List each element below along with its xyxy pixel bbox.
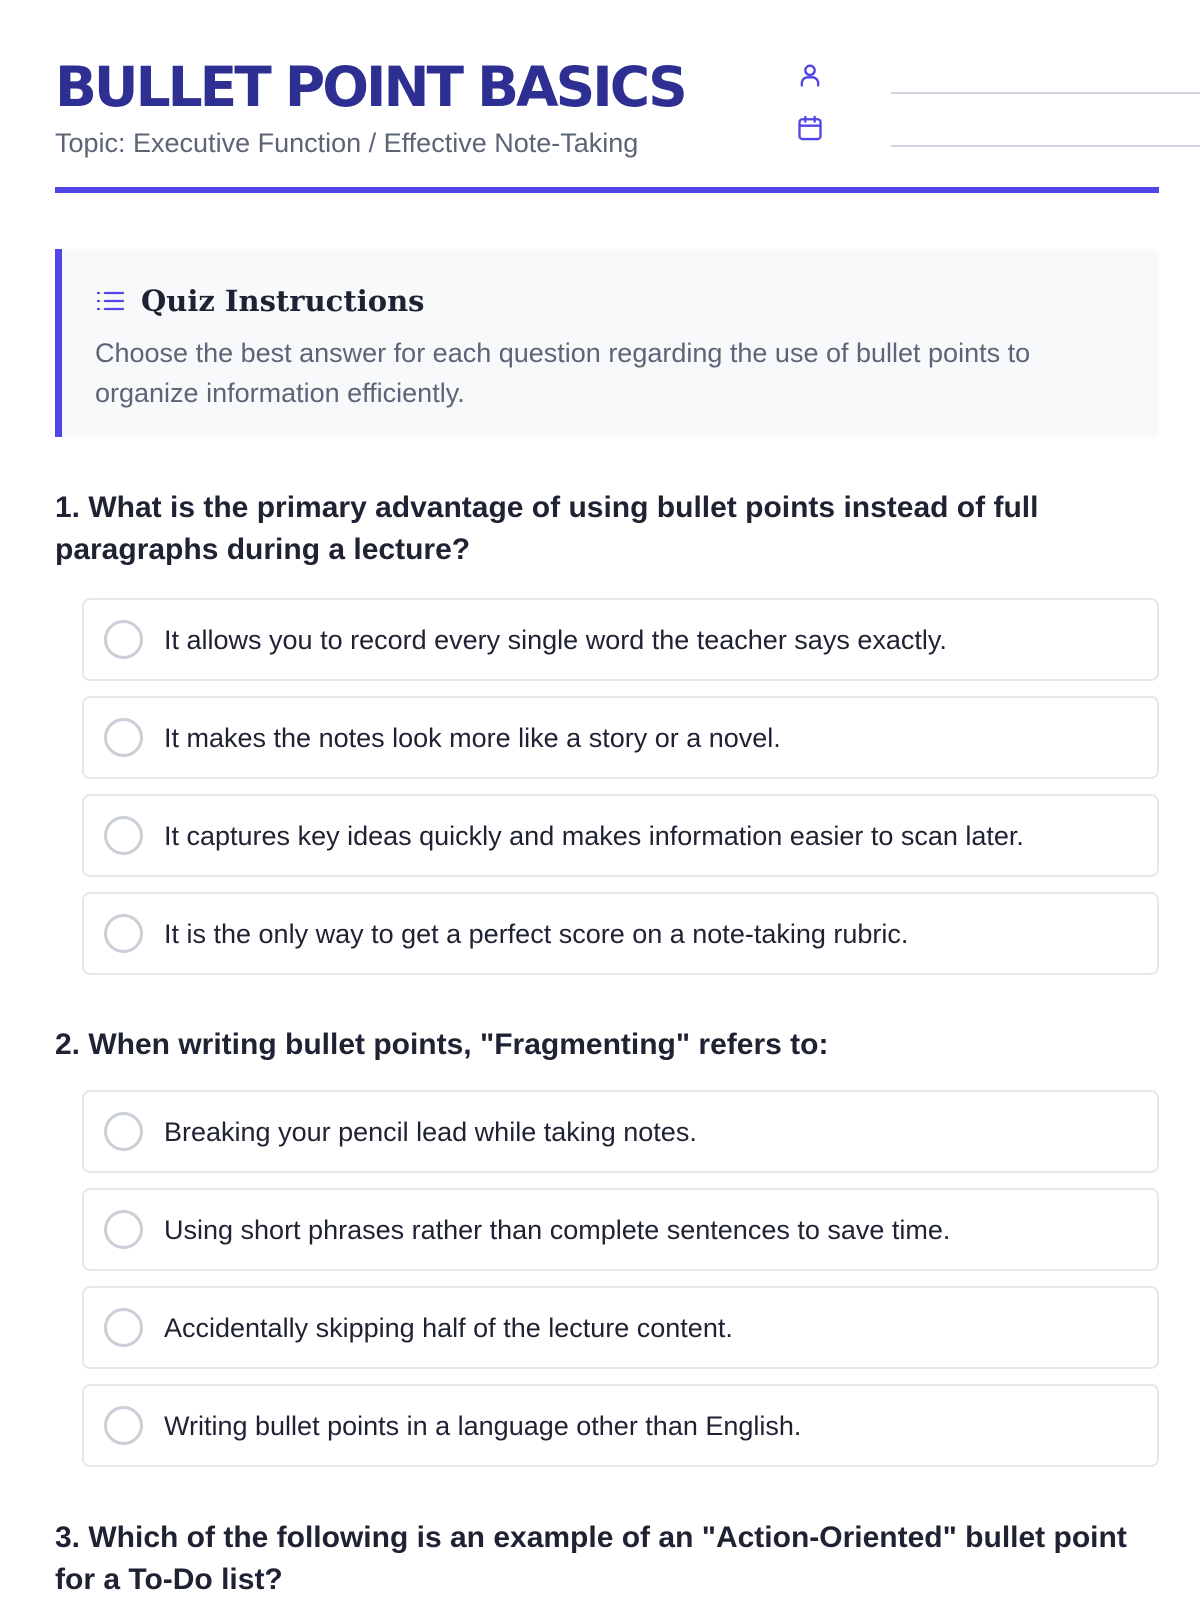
answer-option[interactable] xyxy=(82,1384,1159,1467)
user-icon xyxy=(796,61,824,89)
answer-option[interactable] xyxy=(82,1188,1159,1271)
list-icon xyxy=(95,287,125,315)
answer-option[interactable] xyxy=(82,1286,1159,1369)
question-3 xyxy=(55,1517,1159,1601)
answer-option[interactable] xyxy=(82,794,1159,877)
instructions-text: Choose the best answer for each question regarding the use of bullet points to organize information efficiently. xyxy=(95,338,1031,408)
option-label: Breaking your pencil lead while taking notes. xyxy=(164,1117,697,1147)
radio-button[interactable] xyxy=(104,1210,143,1249)
radio-button[interactable] xyxy=(104,816,143,855)
answer-option[interactable] xyxy=(82,696,1159,779)
question-text: 1. What is the primary advantage of using bullet points instead of full paragraphs during a lecture? xyxy=(55,491,1039,566)
topic-subtitle: Topic: Executive Function / Effective Note-Taking xyxy=(55,128,639,158)
option-label: Accidentally skipping half of the lecture content. xyxy=(164,1313,733,1343)
radio-button[interactable] xyxy=(104,1406,143,1445)
name-input-line[interactable] xyxy=(891,92,1200,94)
date-input-line[interactable] xyxy=(891,145,1200,147)
radio-button[interactable] xyxy=(104,718,143,757)
option-label: It allows you to record every single word the teacher says exactly. xyxy=(164,625,947,655)
answer-option[interactable] xyxy=(82,1090,1159,1173)
page-title: BULLET POINT BASICS xyxy=(55,55,685,119)
question-1 xyxy=(55,487,1159,949)
header xyxy=(55,0,1159,196)
name-field xyxy=(796,58,1200,98)
option-label: It makes the notes look more like a story or a novel. xyxy=(164,723,781,753)
radio-button[interactable] xyxy=(104,1112,143,1151)
quiz-page xyxy=(55,0,1159,1596)
option-label: Using short phrases rather than complete sentences to save time. xyxy=(164,1215,951,1245)
instructions-title: Quiz Instructions xyxy=(141,284,425,318)
option-label: It is the only way to get a perfect score on a note-taking rubric. xyxy=(164,919,909,949)
instructions-box xyxy=(55,249,1159,437)
date-field xyxy=(796,111,1200,151)
question-2 xyxy=(55,1024,1159,1441)
answer-option[interactable] xyxy=(82,598,1159,681)
calendar-icon xyxy=(796,114,824,142)
radio-button[interactable] xyxy=(104,1308,143,1347)
question-text: 3. Which of the following is an example of an "Action-Oriented" bullet point for a To-Do list? xyxy=(55,1521,1127,1596)
header-divider xyxy=(55,187,1159,193)
radio-button[interactable] xyxy=(104,914,143,953)
option-label: Writing bullet points in a language other than English. xyxy=(164,1411,802,1441)
answer-option[interactable] xyxy=(82,892,1159,975)
radio-button[interactable] xyxy=(104,620,143,659)
question-text: 2. When writing bullet points, "Fragmenting" refers to: xyxy=(55,1028,829,1061)
option-label: It captures key ideas quickly and makes information easier to scan later. xyxy=(164,821,1024,851)
